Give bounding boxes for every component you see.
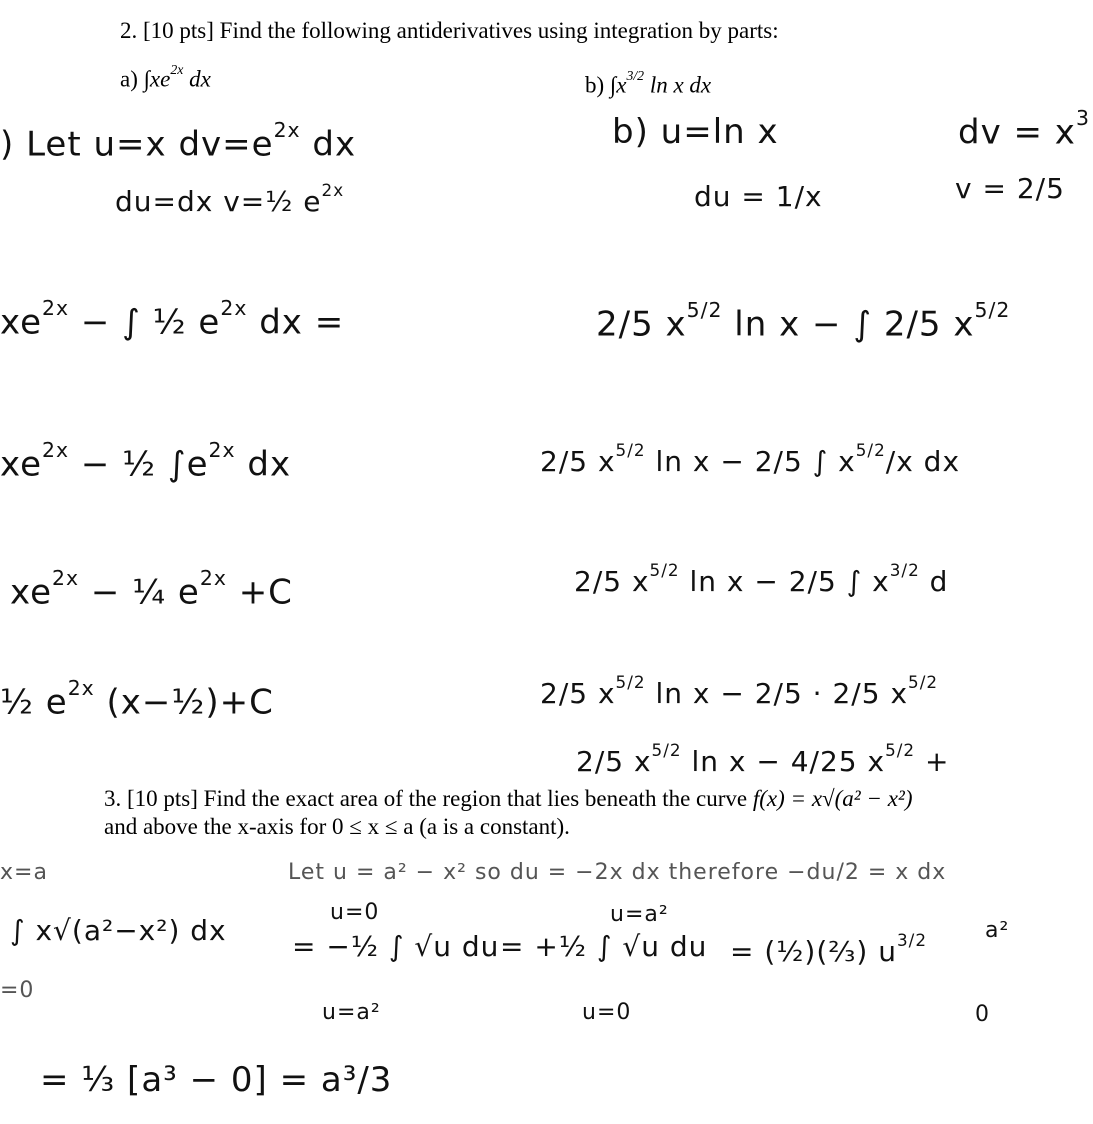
work-b-line-4-end: /x dx bbox=[885, 445, 961, 479]
problem-3-header-text: 3. [10 pts] Find the exact area of the region that lies beneath the curve bbox=[104, 786, 753, 811]
work-b-line-6-rest: ln x − 2/5 · 2/5 x bbox=[645, 677, 909, 711]
work-3-eq3-exp: 3/2 bbox=[896, 930, 927, 950]
part-a-exponent: 2x bbox=[170, 62, 184, 77]
work-3-eq1-bottom: u=a² bbox=[322, 1000, 381, 1025]
work-b-line-1-right bbox=[958, 106, 1090, 152]
work-b-du: du = 1/x bbox=[694, 180, 823, 213]
problem-2a-statement bbox=[120, 62, 211, 92]
work-b-line-5-exp2: 3/2 bbox=[889, 560, 920, 580]
work-b-line-7-exp2: 5/2 bbox=[885, 740, 916, 760]
work-b-line-6-text: 2/5 x bbox=[540, 677, 616, 711]
work-b-line-5-text: 2/5 x bbox=[574, 565, 650, 599]
work-a-line-1-end: dx bbox=[312, 124, 357, 165]
work-3-lower-limit: =0 bbox=[0, 978, 35, 1003]
work-a-line-1-exp: 2x bbox=[273, 118, 301, 142]
work-a-line-6-exp: 2x bbox=[67, 676, 95, 700]
work-a-line-4-exp2: 2x bbox=[208, 438, 236, 462]
part-b-exponent: 3/2 bbox=[626, 68, 645, 83]
work-a-line-6-text: ½ e bbox=[0, 682, 68, 723]
work-a-line-4 bbox=[0, 438, 291, 484]
work-b-line-5 bbox=[574, 560, 948, 598]
problem-2b-statement bbox=[585, 68, 711, 98]
work-a-line-6-rest: (x−½)+C bbox=[94, 682, 274, 723]
problem-2-header: 2. [10 pts] Find the following antiderivatives using integration by parts: bbox=[120, 18, 779, 43]
work-3-final: = ⅓ [a³ − 0] = a³/3 bbox=[40, 1060, 393, 1100]
work-a-line-5-text: xe bbox=[10, 572, 52, 613]
work-b-line-3 bbox=[596, 298, 1010, 344]
work-a-line-2 bbox=[115, 180, 344, 218]
work-a-line-2-exp: 2x bbox=[321, 180, 345, 200]
work-3-substitution: Let u = a² − x² so du = −2x dx therefore −du/2 = x dx bbox=[288, 860, 947, 885]
work-a-line-6 bbox=[0, 676, 274, 722]
work-b-line-4 bbox=[540, 440, 960, 478]
work-a-line-4-text: xe bbox=[0, 444, 42, 485]
work-a-line-2-text: du=dx v=½ e bbox=[115, 185, 322, 219]
work-b-line-7-text: 2/5 x bbox=[576, 745, 652, 779]
work-b-line-6-exp: 5/2 bbox=[615, 672, 646, 692]
work-3-eq2: = +½ ∫ √u du bbox=[500, 930, 708, 963]
work-b-line-7-exp: 5/2 bbox=[651, 740, 682, 760]
work-b-line-7 bbox=[576, 740, 949, 778]
problem-3-header-line-2: and above the x-axis for 0 ≤ x ≤ a (a is a constant). bbox=[104, 814, 570, 839]
work-3-upper-limit: x=a bbox=[0, 860, 48, 885]
work-b-line-5-end: d bbox=[919, 565, 949, 599]
part-a-integrand: ∫xe bbox=[143, 66, 171, 92]
work-b-line-2-right bbox=[955, 172, 1065, 205]
work-b-line-3-exp2: 5/2 bbox=[974, 298, 1011, 322]
work-3-eval-lower: 0 bbox=[975, 1002, 990, 1027]
work-a-line-5-exp: 2x bbox=[52, 566, 80, 590]
work-b-line-7-end: + bbox=[915, 745, 950, 779]
work-3-eq2-top: u=a² bbox=[610, 902, 669, 927]
work-a-line-5-end: +C bbox=[226, 572, 293, 613]
work-b-v: v = 2/5 bbox=[955, 172, 1065, 205]
work-b-line-3-text: 2/5 x bbox=[596, 304, 687, 345]
work-b-line-3-rest: ln x − ∫ 2/5 x bbox=[722, 304, 975, 345]
work-a-line-1-text: ) Let u=x dv=e bbox=[0, 124, 274, 165]
work-3-eq1-top: u=0 bbox=[330, 900, 380, 925]
work-b-line-4-exp: 5/2 bbox=[615, 440, 646, 460]
work-b-line-1-text: b) u=ln x bbox=[612, 112, 779, 152]
work-a-line-3-exp: 2x bbox=[42, 296, 70, 320]
work-a-line-3-end: dx = bbox=[247, 302, 345, 343]
work-3-eq3 bbox=[730, 930, 927, 968]
part-a-dx: dx bbox=[189, 66, 211, 92]
work-3-eval-upper: a² bbox=[985, 918, 1010, 943]
work-b-line-6-exp2: 5/2 bbox=[908, 672, 939, 692]
work-b-line-2 bbox=[694, 180, 823, 213]
work-3-integral: ∫ x√(a²−x²) dx bbox=[10, 914, 227, 947]
work-b-line-5-exp: 5/2 bbox=[649, 560, 680, 580]
work-b-dv-exp: 3 bbox=[1075, 106, 1090, 130]
work-b-dv: dv = x bbox=[958, 112, 1076, 153]
problem-3-header bbox=[104, 786, 912, 812]
work-b-line-6 bbox=[540, 672, 938, 710]
part-b-integrand: ∫x bbox=[609, 72, 627, 98]
work-a-line-3-exp2: 2x bbox=[220, 296, 248, 320]
work-a-line-4-exp: 2x bbox=[42, 438, 70, 462]
work-b-line-5-rest: ln x − 2/5 ∫ x bbox=[679, 565, 890, 599]
problem-3-function: f(x) = x√(a² − x²) bbox=[752, 786, 913, 811]
work-b-line-4-rest: ln x − 2/5 ∫ x bbox=[645, 445, 856, 479]
work-b-line-3-exp: 5/2 bbox=[686, 298, 723, 322]
work-3-eq2-bottom: u=0 bbox=[582, 1000, 632, 1025]
work-a-line-4-end: dx bbox=[235, 444, 292, 485]
work-3-eq3-text: = (½)(⅔) u bbox=[730, 935, 897, 969]
work-a-line-3-text: xe bbox=[0, 302, 42, 343]
work-a-line-1 bbox=[0, 118, 356, 164]
work-b-line-4-exp2: 5/2 bbox=[855, 440, 886, 460]
work-b-line-4-text: 2/5 x bbox=[540, 445, 616, 479]
part-b-label: b) bbox=[585, 72, 605, 98]
part-b-rest: ln x dx bbox=[649, 72, 712, 98]
work-a-line-5 bbox=[10, 566, 293, 612]
work-b-line-1 bbox=[612, 112, 779, 152]
work-a-line-5-rest: − ¼ e bbox=[79, 572, 200, 613]
work-a-line-3-rest: − ∫ ½ e bbox=[69, 302, 221, 343]
work-3-eq1: = −½ ∫ √u du bbox=[292, 930, 500, 963]
part-a-label: a) bbox=[120, 66, 138, 92]
work-a-line-3 bbox=[0, 296, 344, 342]
work-b-line-7-rest: ln x − 4/25 x bbox=[681, 745, 886, 779]
work-a-line-4-rest: − ½ ∫e bbox=[69, 444, 209, 485]
work-a-line-5-exp2: 2x bbox=[199, 566, 227, 590]
